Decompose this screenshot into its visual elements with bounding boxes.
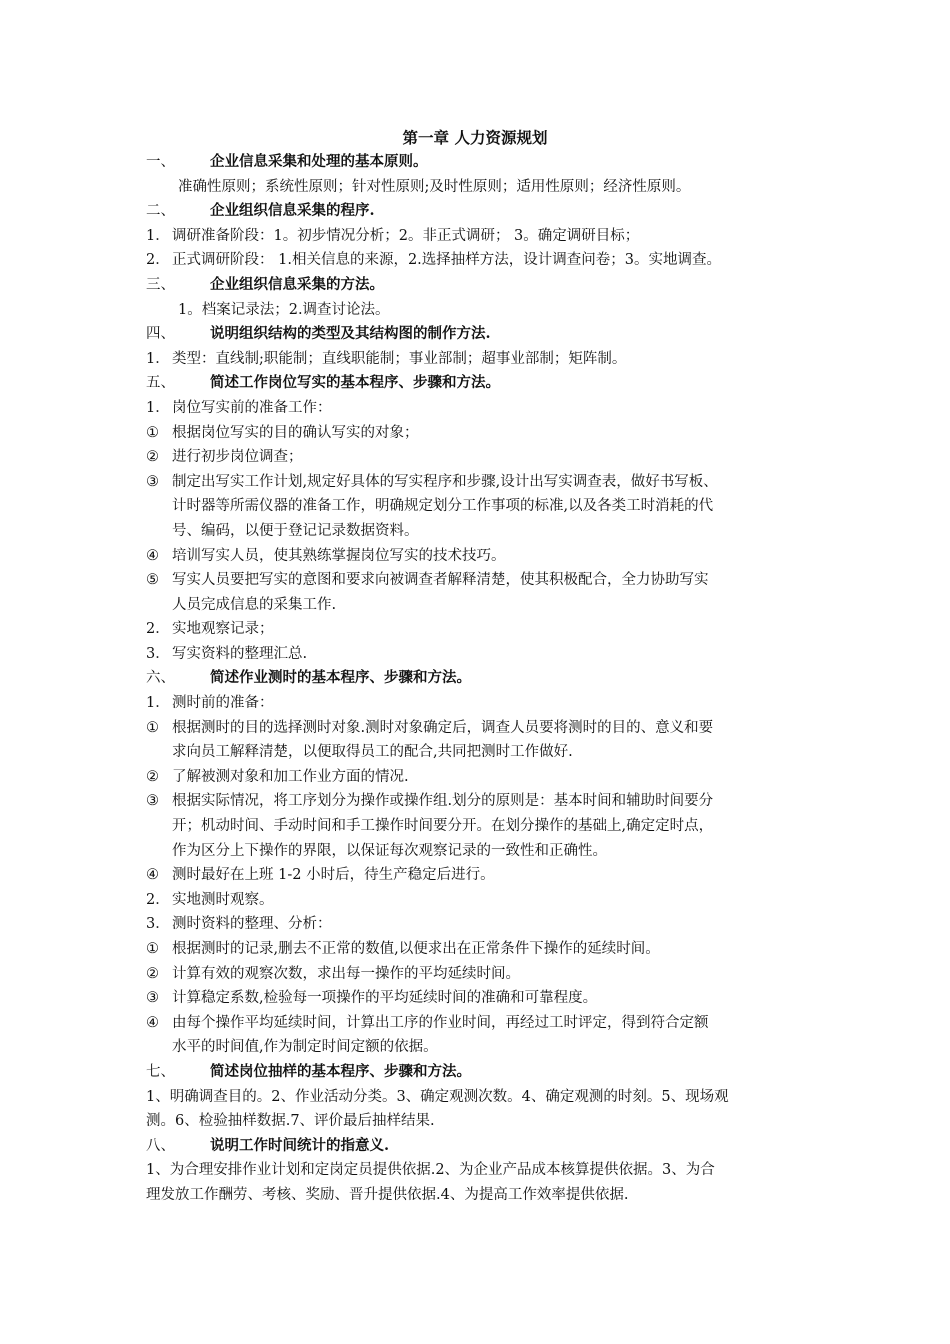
- section-6-heading: 六、 简述作业测时的基本程序、步骤和方法。: [146, 669, 471, 687]
- list-item: ④ 培训写实人员，使其熟练掌握岗位写实的技术技巧。: [146, 547, 506, 564]
- list-item: 3． 测时资料的整理、分析：: [146, 916, 332, 933]
- list-item: ② 计算有效的观察次数，求出每一操作的平均延续时间。: [146, 965, 520, 982]
- section-3-text: 1。档案记录法；2.调查讨论法。: [178, 301, 390, 318]
- section-1-text: 准确性原则；系统性原则；针对性原则;及时性原则；适用性原则；经济性原则。: [178, 178, 691, 195]
- section-5-heading: 五、 简述工作岗位写实的基本程序、步骤和方法。: [146, 374, 500, 392]
- section-4-heading: 四、 说明组织结构的类型及其结构图的制作方法.: [146, 325, 491, 343]
- section-7-text: 1、明确调查目的。2、作业活动分类。3、确定观测次数。4、确定观测的时刻。5、现场观 测。6、检验抽样数据.7、评价最后抽样结果.: [146, 1088, 729, 1130]
- section-8-heading: 八、 说明工作时间统计的指意义.: [146, 1136, 390, 1154]
- list-item: ① 根据岗位写实的目的确认写实的对象；: [146, 424, 419, 441]
- list-item: ④ 测时最好在上班 1-2 小时后，待生产稳定后进行。: [146, 867, 495, 884]
- section-7-heading: 七、 简述岗位抽样的基本程序、步骤和方法。: [146, 1062, 471, 1080]
- list-item: 3． 写实资料的整理汇总.: [146, 645, 308, 662]
- section-1-heading: 一、 企业信息采集和处理的基本原则。: [146, 153, 428, 170]
- list-item: 2． 正式调研阶段： 1.相关信息的来源，2.选择抽样方法，设计调查问卷；3。实地调查。: [146, 252, 722, 269]
- list-item: 1． 类型：直线制;职能制；直线职能制；事业部制；超事业部制；矩阵制。: [146, 350, 627, 367]
- list-item: 2． 实地测时观察。: [146, 891, 274, 908]
- document-body: [146, 150, 826, 1208]
- list-item: ② 了解被测对象和加工作业方面的情况.: [146, 768, 409, 785]
- list-item: 1． 调研准备阶段：1。初步情况分析；2。非正式调研； 3。确定调研目标；: [146, 227, 640, 244]
- list-item: ① 根据测时的目的选择测时对象.测时对象确定后，调查人员要将测时的目的、意义和要 求向员工解释清楚，以便取得员工的配合,共同把测时工作做好.: [146, 719, 714, 761]
- list-item: ① 根据测时的记录,删去不正常的数值,以便求出在正常条件下操作的延续时间。: [146, 941, 660, 957]
- list-item: ② 进行初步岗位调查；: [146, 449, 303, 466]
- chapter-title: 第一章 人力资源规划: [402, 128, 548, 147]
- list-item: ③ 计算稳定系数,检验每一项操作的平均延续时间的准确和可靠程度。: [146, 990, 598, 1007]
- list-item: ⑤ 写实人员要把写实的意图和要求向被调查者解释清楚，使其积极配合，全力协助写实 人员完成信息的采集工作.: [146, 572, 709, 613]
- section-8-text: 1、为合理安排作业计划和定岗定员提供依据.2、为企业产品成本核算提供依据。3、为合 理发放工作酬劳、考核、奖励、晋升提供依据.4、为提高工作效率提供依据.: [146, 1162, 715, 1203]
- list-item: 1． 测时前的准备：: [146, 695, 274, 712]
- list-item: 1． 岗位写实前的准备工作：: [146, 399, 332, 416]
- section-3-heading: 三、 企业组织信息采集的方法。: [146, 275, 384, 293]
- list-item: ③ 根据实际情况，将工序划分为操作或操作组.划分的原则是：基本时间和辅助时间要分 开；机动时间、手动时间和手工操作时间要分开。在划分操作的基础上,确定定时点， 作为区分上下操作的界限，以保证每次观察记录的一致性和正确性。: [146, 793, 714, 859]
- section-2-heading: 二、 企业组织信息采集的程序.: [146, 202, 375, 220]
- list-item: ③ 制定出写实工作计划,规定好具体的写实程序和步骤,设计出写实调查表，做好书写板、 计时器等所需仪器的准备工作，明确规定划分工作事项的标准,以及各类工时消耗的代 号、编码，以便于登记记录数据资料。: [146, 473, 718, 539]
- list-item: ④ 由每个操作平均延续时间，计算出工序的作业时间，再经过工时评定，得到符合定额 水平的时间值,作为制定时间定额的依据。: [146, 1014, 709, 1056]
- list-item: 2． 实地观察记录；: [146, 621, 274, 638]
